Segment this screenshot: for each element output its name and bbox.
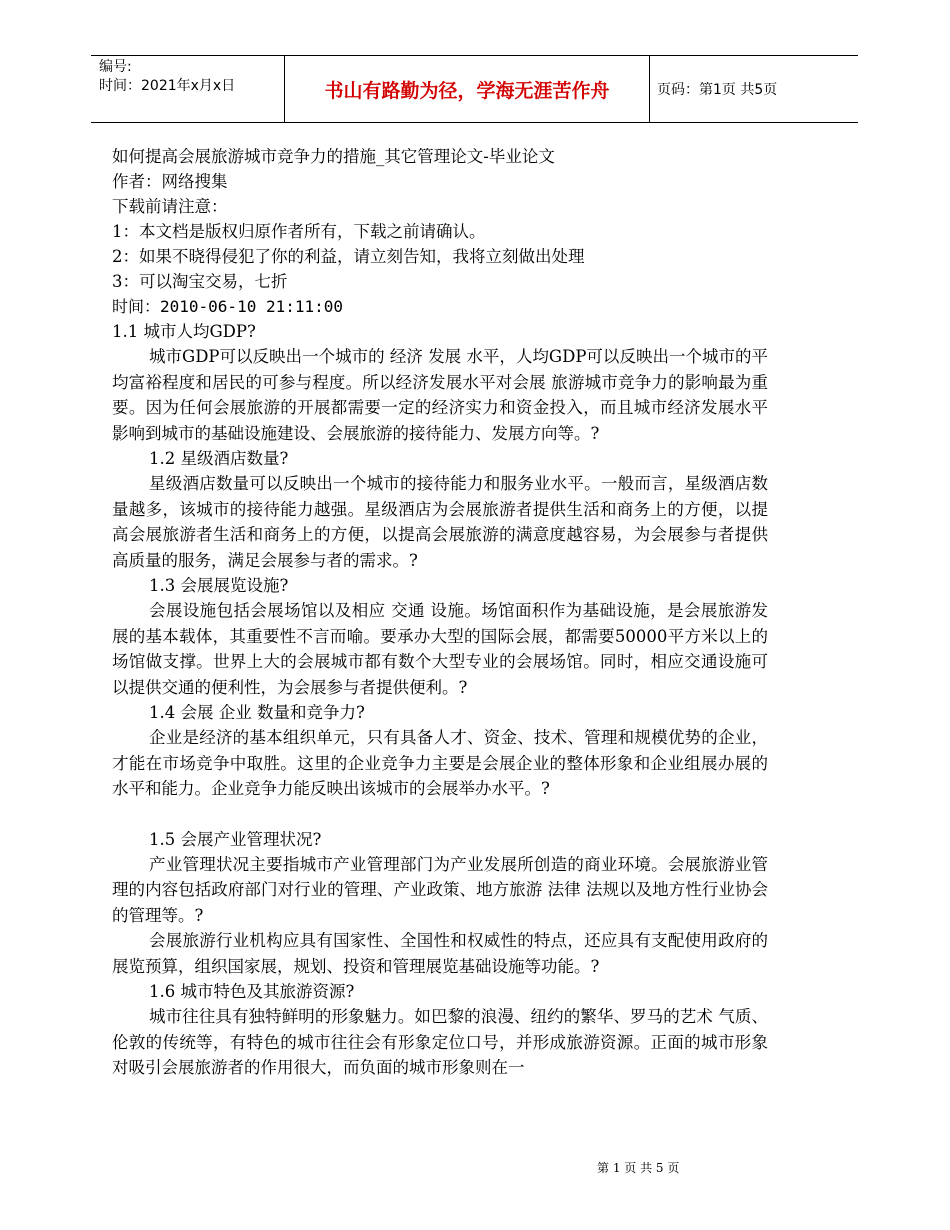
section-heading: 1.5 会展产业管理状况? — [149, 829, 322, 849]
section-paragraph: 星级酒店数量可以反映出一个城市的接待能力和服务业水平。一般而言，星级酒店数量越多，该城市的接待能力越强。星级酒店为会展旅游者提供生活和商务上的方便，以提高会展旅游者生活和商务上的方便，以提高会展旅游的满意度越容易，为会展参与者提供高质量的服务，满足会展参与者的需求。? — [112, 474, 768, 570]
section-heading: 1.6 城市特色及其旅游资源? — [149, 982, 355, 1001]
doc-meta — [112, 144, 768, 319]
section-paragraph: 产业管理状况主要指城市产业管理部门为产业发展所创造的商业环境。会展旅游业管理的内容包括政府部门对行业的管理、产业政策、地方旅游 法律 法规以及地方性行业协会的管理等。? — [112, 854, 768, 925]
section-paragraph: 会展设施包括会展场馆以及相应 交通 设施。场馆面积作为基础设施，是会展旅游发展的基本载体，其重要性不言而喻。要承办大型的国际会展，都需要50000平方米以上的场馆做支撑。世界上大的会展城市都有数个大型专业的会展场馆。同时，相应交通设施可以提供交通的便利性，为会展参与者提供便利。? — [112, 601, 768, 697]
doc-author: 作者：网络搜集 — [112, 172, 228, 191]
section-1-5 — [112, 827, 768, 980]
section-heading: 1.2 星级酒店数量? — [149, 449, 289, 468]
time-label: 时间：2021年x月x日 — [99, 78, 236, 94]
motto: 书山有路勤为径，学海无涯苦作舟 — [284, 56, 650, 122]
section-paragraph: 城市往往具有独特鲜明的形象魅力。如巴黎的浪漫、纽约的繁华、罗马的艺术 气质、伦敦的传统等，有特色的城市往往会有形象定位口号，并形成旅游资源。正面的城市形象对吸引会展旅游者的作用很大，而负面的城市形象则在一 — [112, 1007, 768, 1077]
section-heading: 1.4 会展 企业 数量和竞争力? — [149, 703, 365, 722]
blank-line — [112, 802, 768, 827]
section-heading: 1.3 会展展览设施? — [149, 576, 289, 595]
serial-label: 编号: — [99, 59, 132, 75]
note-1: 1：本文档是版权归原作者所有，下载之前请确认。 — [112, 222, 486, 241]
doc-time: 时间：2010-06-10 21:11:00 — [112, 297, 344, 316]
doc-title: 如何提高会展旅游城市竞争力的措施_其它管理论文-毕业论文 — [112, 147, 555, 166]
section-1-1 — [112, 319, 768, 446]
section-heading: 1.1 城市人均GDP? — [112, 322, 256, 341]
document-body — [112, 144, 768, 1081]
note-2: 2：如果不晓得侵犯了你的利益，请立刻告知，我将立刻做出处理 — [112, 247, 585, 266]
section-1-3 — [112, 573, 768, 700]
download-note: 下载前请注意： — [112, 197, 228, 216]
page-label: 页码：第1页 共5页 — [657, 82, 778, 98]
section-paragraph: 会展旅游行业机构应具有国家性、全国性和权威性的特点，还应具有支配使用政府的展览预算，组织国家展，规划、投资和管理展览基础设施等功能。? — [112, 931, 768, 976]
section-1-6 — [112, 979, 768, 1081]
section-paragraph: 城市GDP可以反映出一个城市的 经济 发展 水平，人均GDP可以反映出一个城市的平均富裕程度和居民的可参与程度。所以经济发展水平对会展 旅游城市竞争力的影响最为重要。因为任何会展旅游的开展都需要一定的经济实力和资金投入，而且城市经济发展水平影响到城市的基础设施建设、会展旅游的接待能力、发展方向等。? — [112, 347, 768, 443]
page-header — [91, 55, 858, 123]
section-1-4 — [112, 700, 768, 827]
page-footer: 第 1 页 共 5 页 — [597, 1161, 680, 1175]
header-left — [99, 58, 289, 96]
section-1-2 — [112, 446, 768, 573]
section-paragraph: 企业是经济的基本组织单元，只有具备人才、资金、技术、管理和规模优势的企业，才能在市场竞争中取胜。这里的企业竞争力主要是会展企业的整体形象和企业组展办展的水平和能力。企业竞争力能反映出该城市的会展举办水平。? — [112, 728, 768, 798]
note-3: 3：可以淘宝交易，七折 — [112, 272, 288, 291]
